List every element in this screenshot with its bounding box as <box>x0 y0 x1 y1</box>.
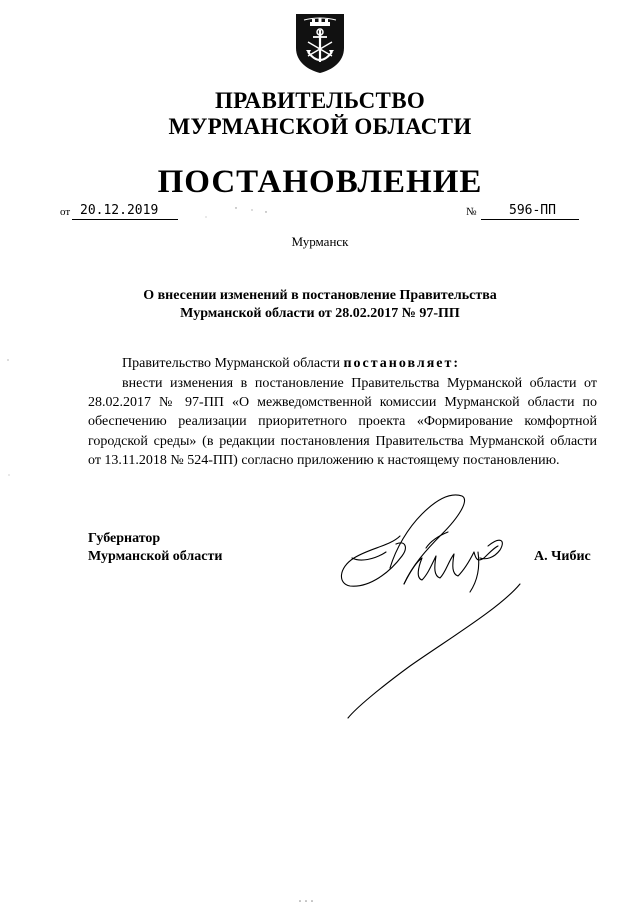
document-date: 20.12.2019 <box>72 203 178 220</box>
enacting-clause-verb: постановляет: <box>343 356 461 371</box>
enacting-clause <box>122 356 460 372</box>
organization-line-2: МУРМАНСКОЙ ОБЛАСТИ <box>168 114 472 139</box>
number-label: № <box>466 206 477 218</box>
date-label: от <box>60 206 71 218</box>
enacting-clause-text: Правительство Мурманской области <box>122 356 344 371</box>
coat-of-arms-icon <box>294 12 346 74</box>
city-name: Мурманск <box>291 234 349 249</box>
organization-line-1: ПРАВИТЕЛЬСТВО <box>214 88 426 113</box>
signatory-name: А. Чибис <box>534 549 591 564</box>
subject-line-1: О внесении изменений в постановление Правительства <box>143 288 497 303</box>
resolution-body: внести изменения в постановление Правительства Мурманской области от 28.02.2017 № 97-ПП «О межведомственной комиссии Мурманской области по обеспечению реализации приоритетного проекта «Формирование комфортной городской среды» (в редакции постановления Правительства Мурманской области от 13.11.2018 № 524-ПП) согласно приложению к настоящему постановлению. <box>88 376 597 468</box>
signatory-title-line-2: Мурманской области <box>88 549 223 564</box>
document-type-title: ПОСТАНОВЛЕНИЕ <box>157 164 483 200</box>
signatory-title-line-1: Губернатор <box>88 531 161 546</box>
handwritten-signature <box>330 488 550 720</box>
subject-line-2: Мурманской области от 28.02.2017 № 97-ПП <box>180 306 460 321</box>
document-number: 596-ПП <box>481 203 579 220</box>
